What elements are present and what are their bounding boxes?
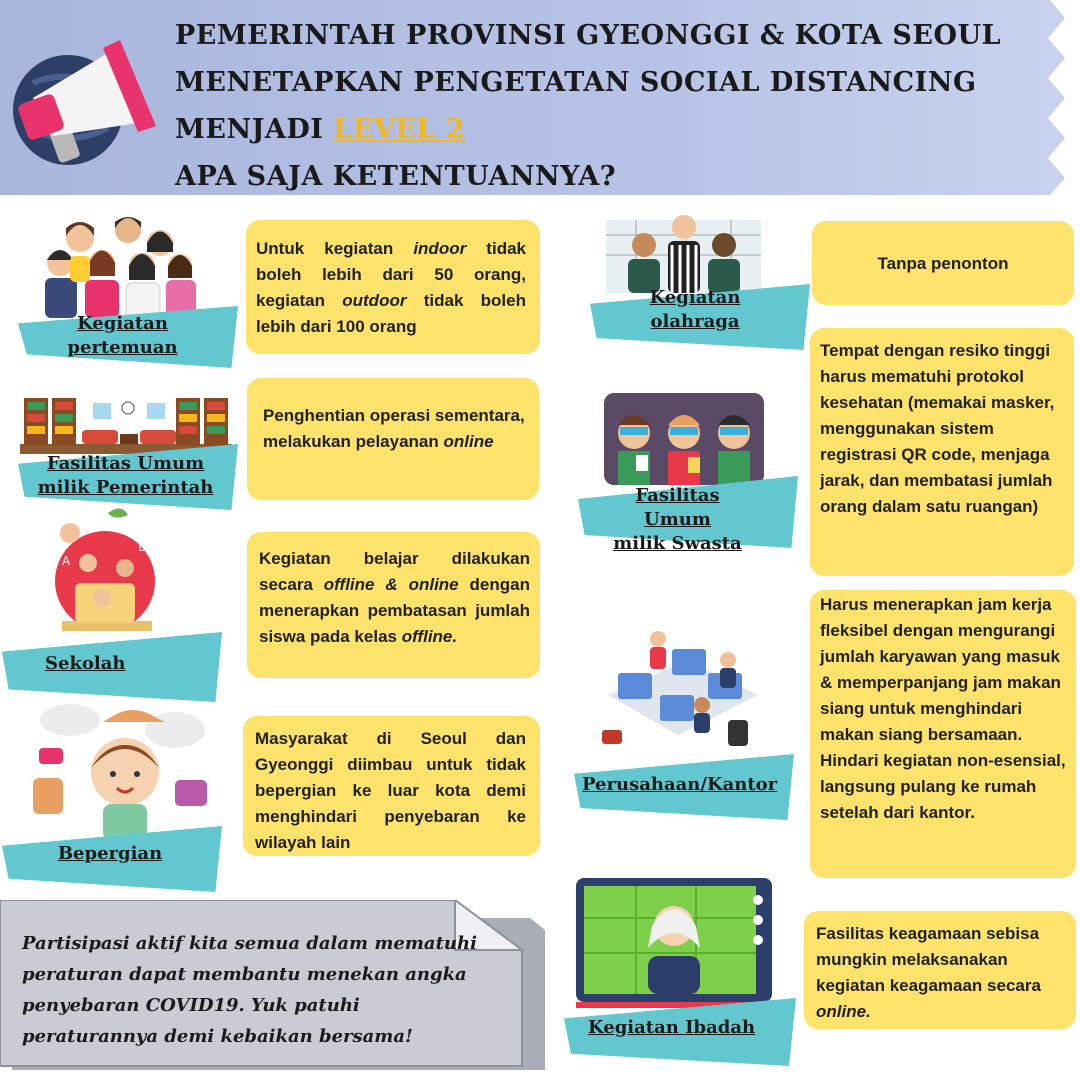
title-line-2: MENETAPKAN PENGETATAN SOCIAL DISTANCING bbox=[175, 67, 977, 98]
traveler-illustration bbox=[25, 700, 215, 840]
info-card-pertemuan: Untuk kegiatan indoor tidak boleh lebih dari 50 orang, kegiatan outdoor tidak boleh lebih dari 100 orang bbox=[246, 220, 540, 354]
info-card-swasta: Tempat dengan resiko tinggi harus mematuhi protokol kesehatan (memakai masker, menggunakan sistem registrasi QR code, menjaga jarak, dan membatasi jumlah orang dalam satu ruangan) bbox=[810, 328, 1074, 576]
info-card-sekolah: Kegiatan belajar dilakukan secara offline & online dengan menerapkan pembatasan jumlah siswa pada kelas offline. bbox=[247, 532, 540, 678]
info-card-olahraga: Tanpa penonton bbox=[812, 221, 1074, 305]
government-room-illustration bbox=[20, 394, 232, 454]
title-line-1: PEMERINTAH PROVINSI GYEONGGI & KOTA SEOUL bbox=[175, 20, 1002, 51]
label-sekolah: Sekolah bbox=[45, 653, 126, 674]
office-workers-illustration bbox=[598, 625, 766, 750]
title-line-3: MENJADI LEVEL 2 bbox=[175, 114, 466, 145]
people-group-illustration bbox=[30, 208, 205, 318]
school-apple-illustration bbox=[40, 503, 175, 638]
info-card-pemerintah: Penghentian operasi sementara, melakukan pelayanan online bbox=[247, 378, 539, 500]
info-card-kantor: Harus menerapkan jam kerja fleksibel dengan mengurangi jumlah karyawan yang masuk & memperpanjang jam makan siang untuk menghindari makan siang bersamaan. Hindari kegiatan non-esensial, langsung pulang ke rumah setelah dari kantor. bbox=[810, 590, 1076, 878]
level-highlight: LEVEL 2 bbox=[333, 114, 466, 145]
info-card-bepergian: Masyarakat di Seoul dan Gyeonggi diimbau untuk tidak bepergian ke luar kota demi menghindari penyebaran ke wilayah lain bbox=[243, 716, 540, 856]
label-fasilitas-swasta: Fasilitas Umum milik Swasta bbox=[613, 485, 742, 554]
info-card-ibadah: Fasilitas keagamaan sebisa mungkin melaksanakan kegiatan keagamaan secara online. bbox=[804, 911, 1076, 1029]
svg-text:A: A bbox=[62, 554, 71, 568]
label-fasilitas-pemerintah: Fasilitas Umum milik Pemerintah bbox=[37, 453, 214, 498]
label-kegiatan-pertemuan: Kegiatan pertemuan bbox=[67, 313, 178, 358]
label-perusahaan-kantor: Perusahaan/Kantor bbox=[582, 774, 778, 795]
athletes-illustration bbox=[606, 205, 761, 293]
label-bepergian: Bepergian bbox=[57, 843, 163, 864]
title-line-4: APA SAJA KETENTUANNYA? bbox=[175, 161, 617, 192]
page-title bbox=[175, 12, 1055, 195]
svg-text:B: B bbox=[138, 540, 147, 554]
video-call-illustration bbox=[576, 878, 772, 1008]
note-text: Partisipasi aktif kita semua dalam mematuhi peraturan dapat membantu menekan angka penyebaran COVID19. Yuk patuhi peraturannya demi kebaikan bersama! bbox=[22, 933, 477, 1047]
label-kegiatan-olahraga: Kegiatan olahraga bbox=[649, 287, 741, 332]
header-banner bbox=[0, 0, 1080, 195]
megaphone-icon bbox=[8, 28, 168, 168]
cinema-audience-illustration bbox=[604, 393, 764, 485]
label-kegiatan-ibadah: Kegiatan Ibadah bbox=[588, 1017, 756, 1038]
